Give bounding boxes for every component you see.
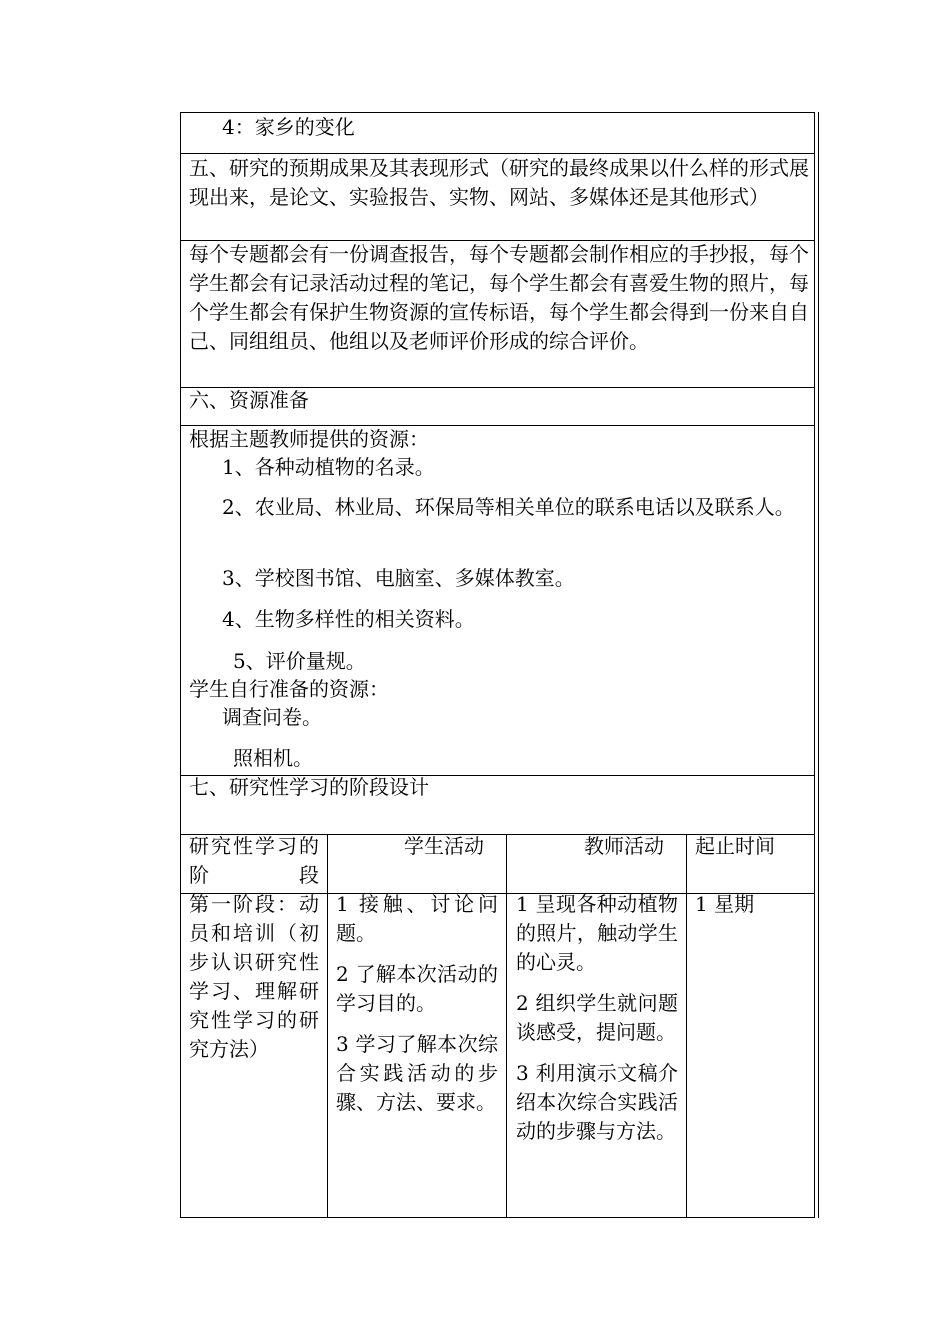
student-activity-item: 3 学习了解本次综合实践活动的步骤、方法、要求。 xyxy=(336,1032,498,1114)
column-header-text: 研究性学习的阶段 xyxy=(189,834,319,887)
teacher-activity-cell xyxy=(516,890,678,1146)
column-header-student: 学生活动 xyxy=(404,834,484,858)
column-divider xyxy=(327,834,328,1218)
teacher-resource-item: 5、评价量规。 xyxy=(233,649,366,673)
column-header-time: 起止时间 xyxy=(695,834,775,858)
teacher-activity-item: 2 组织学生就问题谈感受，提问题。 xyxy=(516,991,678,1044)
teacher-resource-item: 2、农业局、林业局、环保局等相关单位的联系电话以及联系人。 xyxy=(222,495,795,519)
student-activity-item: 1 接触、讨论问题。 xyxy=(336,892,498,945)
student-activity-cell xyxy=(336,890,498,1117)
section5-heading: 五、研究的预期成果及其表现形式（研究的最终成果以什么样的形式展现出来，是论文、实验报告、实物、网站、多媒体还是其他形式） xyxy=(189,156,809,209)
teacher-resource-item: 4、生物多样性的相关资料。 xyxy=(222,607,475,631)
column-divider xyxy=(686,834,687,1218)
teacher-resources-intro: 根据主题教师提供的资源： xyxy=(189,427,429,451)
student-resource-item: 照相机。 xyxy=(233,746,313,770)
section7-heading: 七、研究性学习的阶段设计 xyxy=(189,775,429,799)
stage-cell: 第一阶段：动员和培训（初步认识研究性学习、理解研究性学习的研究方法） xyxy=(189,892,319,1061)
table-right-double-border xyxy=(818,112,819,1218)
column-divider xyxy=(506,834,507,1218)
column-header-stage xyxy=(189,832,319,890)
column-header-teacher: 教师活动 xyxy=(584,834,664,858)
teacher-activity-item: 1 呈现各种动植物的照片，触动学生的心灵。 xyxy=(516,892,678,974)
student-resources-intro: 学生自行准备的资源： xyxy=(189,677,389,701)
teacher-resource-item: 3、学校图书馆、电脑室、多媒体教室。 xyxy=(222,566,575,590)
section6-heading: 六、资源准备 xyxy=(189,388,309,412)
student-activity-item: 2 了解本次活动的学习目的。 xyxy=(336,962,498,1015)
topic-item-4: 4：家乡的变化 xyxy=(222,115,355,139)
student-resource-item: 调查问卷。 xyxy=(222,705,322,729)
section5-content: 每个专题都会有一份调查报告，每个专题都会制作相应的手抄报，每个学生都会有记录活动过程的笔记，每个学生都会有喜爱生物的照片，每个学生都会有保护生物资源的宣传标语，每个学生都会得到一份来自自己、同组组员、他组以及老师评价形成的综合评价。 xyxy=(189,242,809,353)
teacher-activity-item: 3 利用演示文稿介绍本次综合实践活动的步骤与方法。 xyxy=(516,1061,678,1143)
teacher-resource-item: 1、各种动植物的名录。 xyxy=(222,455,435,479)
time-cell: 1 星期 xyxy=(695,892,755,916)
